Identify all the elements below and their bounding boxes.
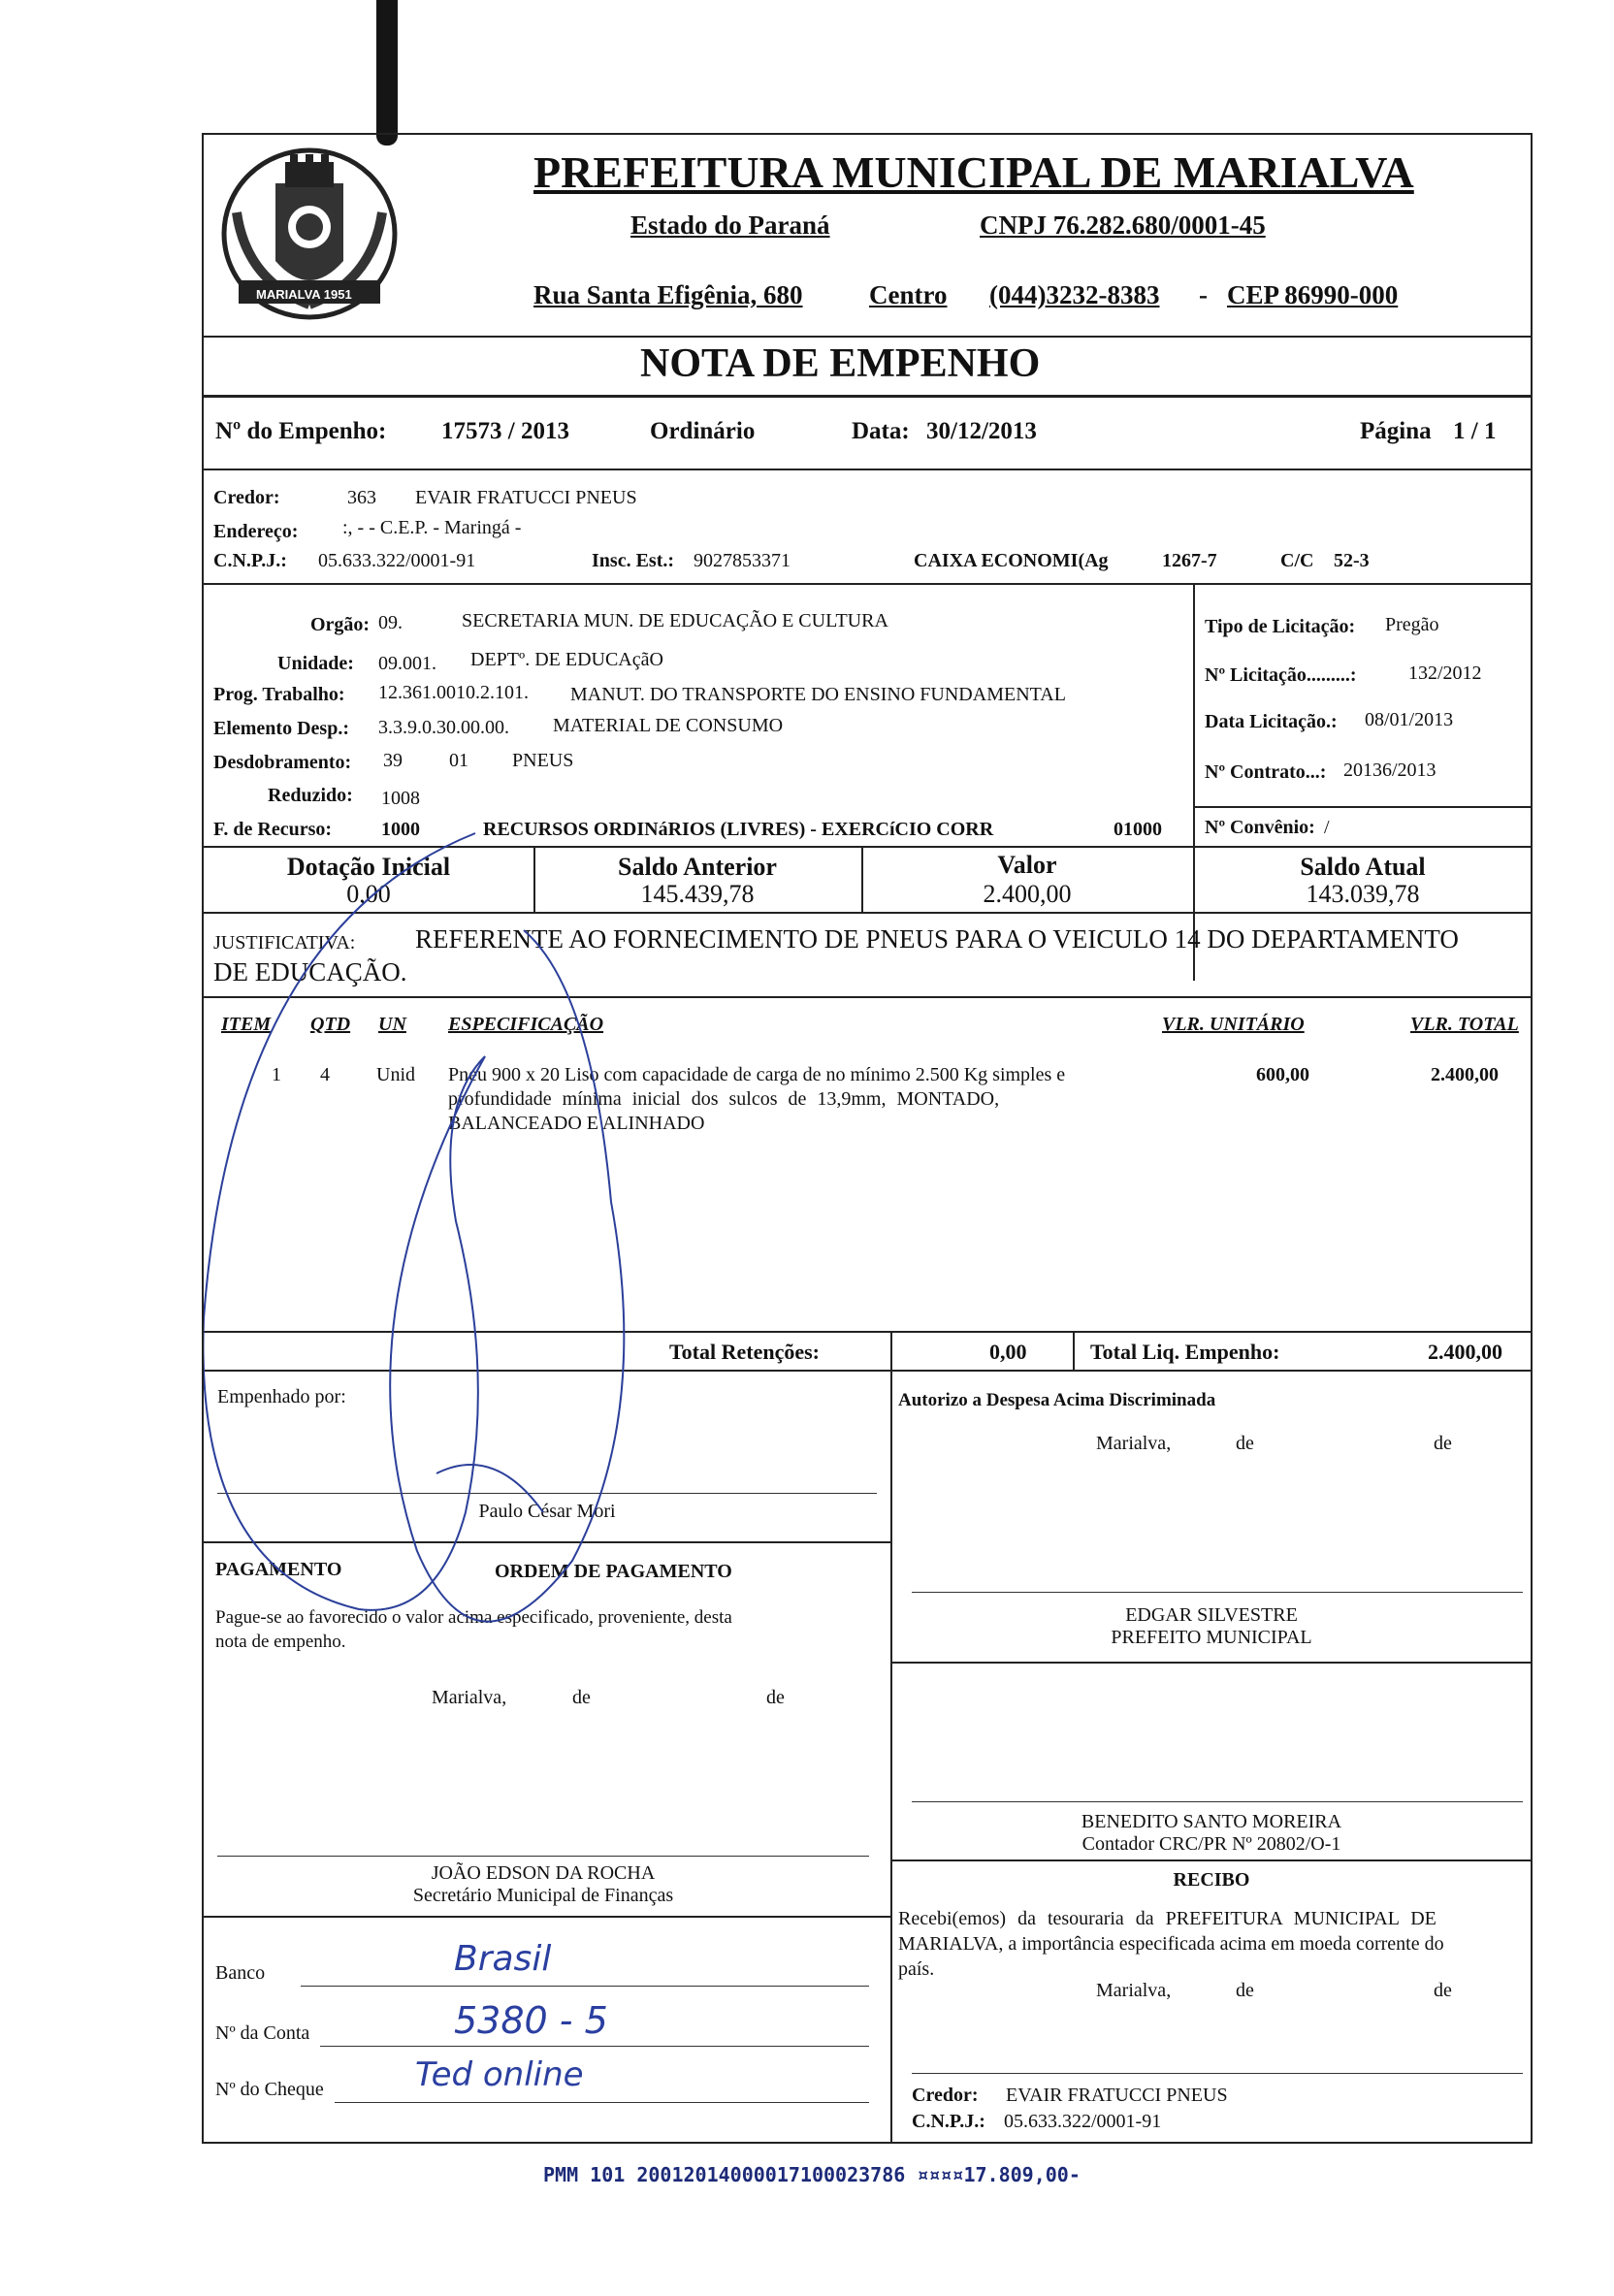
nota-de-empenho-form [202,133,1533,2144]
row-spec-line3: BALANCEADO E ALINHADO [448,1113,705,1134]
recurso-number: 01000 [1114,819,1162,840]
municipal-seal-icon [217,145,402,329]
valor-label: Valor [997,851,1057,879]
row-item: 1 [272,1064,281,1085]
dotacao-label: Dotação Inicial [286,853,451,881]
elemento-code: 3.3.9.0.30.00.00. [378,717,509,738]
col-unit-header: VLR. UNITÁRIO [1162,1014,1305,1035]
licitacao-date: 08/01/2013 [1365,709,1454,730]
row-unit-value: 600,00 [1256,1064,1309,1085]
document-title: NOTA DE EMPENHO [640,341,1041,386]
unidade-code: 09.001. [378,653,436,674]
page-number: 1 / 1 [1453,418,1497,444]
orgao-code: 09. [378,612,403,633]
secretario-name: JOÃO EDSON DA ROCHA [431,1862,656,1884]
cc-label: C/C [1280,550,1314,571]
cheque-label: Nº do Cheque [215,2079,324,2100]
empenhado-name: Paulo César Mori [478,1501,616,1522]
credor-name: EVAIR FRATUCCI PNEUS [415,487,637,508]
credor-agency: 1267-7 [1162,550,1217,571]
insc-label: Insc. Est.: [592,550,675,571]
row-un: Unid [376,1064,415,1085]
total-liq-label: Total Liq. Empenho: [1090,1340,1280,1364]
prog-code: 12.361.0010.2.101. [378,682,529,703]
address-cep: CEP 86990-000 [1227,280,1399,309]
insc-value: 9027853371 [694,550,791,571]
recibo-text-3: país. [898,1958,935,1980]
cc-value: 52-3 [1334,550,1370,571]
secretario-title: Secretário Municipal de Finanças [412,1885,674,1906]
valor-value: 2.400,00 [983,880,1072,908]
col-total-header: VLR. TOTAL [1410,1014,1519,1035]
desdobramento-a: 39 [383,750,403,771]
banco-value: Brasil [454,1939,552,1979]
col-spec-header: ESPECIFICAÇÃO [448,1014,604,1035]
recibo-text-1: Recebi(emos) da tesouraria da PREFEITURA MUNICIPAL DE [898,1908,1436,1929]
reduzido-label: Reduzido: [268,785,353,806]
orgao-name: SECRETARIA MUN. DE EDUCAÇÃO E CULTURA [462,610,888,631]
desdobramento-b: 01 [449,750,468,771]
saldo-anterior-label: Saldo Anterior [618,853,777,881]
address-phone: (044)3232-8383 [989,280,1160,309]
address-label: Endereço: [213,521,299,542]
elemento-name: MATERIAL DE CONSUMO [553,715,784,736]
prefeito-name: EDGAR SILVESTRE [1125,1604,1298,1626]
saldo-anterior-value: 145.439,78 [640,880,755,908]
empenho-date-label: Data: [852,418,910,444]
ordem-pagamento-label: ORDEM DE PAGAMENTO [495,1561,732,1582]
recibo-text-2: MARIALVA, a importância especificada acima em moeda corrente do [898,1933,1444,1955]
cnpj-label: C.N.P.J.: [213,550,287,571]
total-retencoes-label: Total Retenções: [669,1340,820,1364]
credor-bank: CAIXA ECONOMI(Ag [914,550,1109,571]
conta-label: Nº da Conta [215,2022,310,2044]
address-separator: - [1199,280,1208,309]
scan-ink-mark [376,0,398,146]
recibo-credor-label: Credor: [912,2085,979,2106]
pagamento-text-1: Pague-se ao favorecido o valor acima especificado, proveniente, desta [215,1607,732,1628]
conta-value: 5380 - 5 [454,1999,608,2042]
reduzido-value: 1008 [381,788,420,809]
licitacao-number: 132/2012 [1408,663,1482,684]
pagamento-text-2: nota de empenho. [215,1632,346,1652]
licitacao-number-label: Nº Licitação.........: [1205,664,1357,686]
page-label: Página [1360,418,1432,444]
licitacao-date-label: Data Licitação.: [1205,711,1338,732]
dotacao-value: 0,00 [346,880,391,908]
row-spec-line1: Pneu 900 x 20 Liso com capacidade de carga de no mínimo 2.500 Kg simples e [448,1064,1066,1085]
justificativa-line1: REFERENTE AO FORNECIMENTO DE PNEUS PARA O VEICULO 14 DO DEPARTAMENTO [415,924,1459,954]
row-total-value: 2.400,00 [1431,1064,1499,1085]
empenhado-label: Empenhado por: [217,1386,346,1407]
autorizo-de-1: de [1236,1433,1254,1454]
col-qtd-header: QTD [310,1014,351,1035]
row-spec-line2: profundidade mínima inicial dos sulcos de 13,9mm, MONTADO, [448,1088,1000,1110]
col-item-header: ITEM [221,1014,272,1035]
prefeito-title: PREFEITO MUNICIPAL [1111,1627,1312,1648]
empenho-number: 17573 / 2013 [441,418,569,444]
seal-banner-text: MARIALVA 1951 [256,287,352,302]
state-name: Estado do Paraná [630,210,830,240]
pagamento-de-1: de [572,1687,591,1708]
recibo-de-1: de [1236,1980,1254,2001]
page-title: PREFEITURA MUNICIPAL DE MARIALVA [533,147,1414,197]
address-district: Centro [869,280,948,309]
contrato-value: 20136/2013 [1343,760,1436,781]
cheque-value: Ted online [415,2055,584,2094]
empenho-type: Ordinário [650,418,756,444]
justificativa-line2: DE EDUCAÇÃO. [213,957,407,986]
recurso-name: RECURSOS ORDINáRIOS (LIVRES) - EXERCíCIO CORR [483,819,994,840]
pen-scribble-icon [204,814,902,1667]
credor-label: Credor: [213,487,280,508]
desdobramento-label: Desdobramento: [213,752,352,773]
pagamento-label: PAGAMENTO [215,1559,342,1580]
recibo-cnpj-label: C.N.P.J.: [912,2111,985,2132]
credor-cnpj: 05.633.322/0001-91 [318,550,476,571]
orgao-label: Orgão: [310,614,371,635]
tipo-licitacao: Pregão [1385,614,1439,635]
row-qtd: 4 [320,1064,330,1085]
pagamento-de-2: de [766,1687,785,1708]
contador-title: Contador CRC/PR Nº 20802/O-1 [1081,1833,1341,1855]
autorizo-de-2: de [1434,1433,1452,1454]
contrato-label: Nº Contrato...: [1205,761,1327,783]
autorizo-text: Autorizo a Despesa Acima Discriminada [898,1390,1216,1410]
desdobramento-name: PNEUS [512,750,574,771]
justificativa-label: JUSTIFICATIVA: [213,932,356,954]
tipo-licitacao-label: Tipo de Licitação: [1205,616,1356,637]
recurso-code: 1000 [381,819,420,840]
recurso-label: F. de Recurso: [213,819,333,840]
footer-stamp: PMM 101 20012014000017100023786 ¤¤¤¤17.809,00- [543,2163,1081,2186]
recibo-city: Marialva, [1096,1980,1172,2001]
prog-label: Prog. Trabalho: [213,684,345,705]
unidade-name: DEPTº. DE EDUCAçãO [470,649,663,670]
credor-code: 363 [347,487,376,508]
recibo-cnpj: 05.633.322/0001-91 [1004,2111,1162,2132]
autorizo-city: Marialva, [1096,1433,1172,1454]
unidade-label: Unidade: [277,653,354,674]
recibo-de-2: de [1434,1980,1452,2001]
elemento-label: Elemento Desp.: [213,718,349,739]
recibo-title: RECIBO [1173,1869,1250,1891]
cnpj-header: CNPJ 76.282.680/0001-45 [980,210,1266,240]
saldo-atual-label: Saldo Atual [1300,853,1426,881]
convenio-value: / [1324,817,1330,838]
credor-address: :, - - C.E.P. - Maringá - [342,517,522,538]
recibo-credor: EVAIR FRATUCCI PNEUS [1006,2085,1228,2106]
address-street: Rua Santa Efigênia, 680 [533,280,803,309]
prog-name: MANUT. DO TRANSPORTE DO ENSINO FUNDAMENTAL [570,684,1066,705]
empenho-date: 30/12/2013 [926,418,1037,444]
pagamento-city: Marialva, [432,1687,507,1708]
banco-label: Banco [215,1962,266,1984]
contador-name: BENEDITO SANTO MOREIRA [1081,1811,1342,1832]
saldo-atual-value: 143.039,78 [1306,880,1420,908]
empenho-number-label: Nº do Empenho: [215,418,387,444]
convenio-label: Nº Convênio: [1205,817,1315,838]
col-un-header: UN [378,1014,406,1035]
total-retencoes-value: 0,00 [989,1340,1027,1364]
total-liq-value: 2.400,00 [1428,1340,1502,1364]
